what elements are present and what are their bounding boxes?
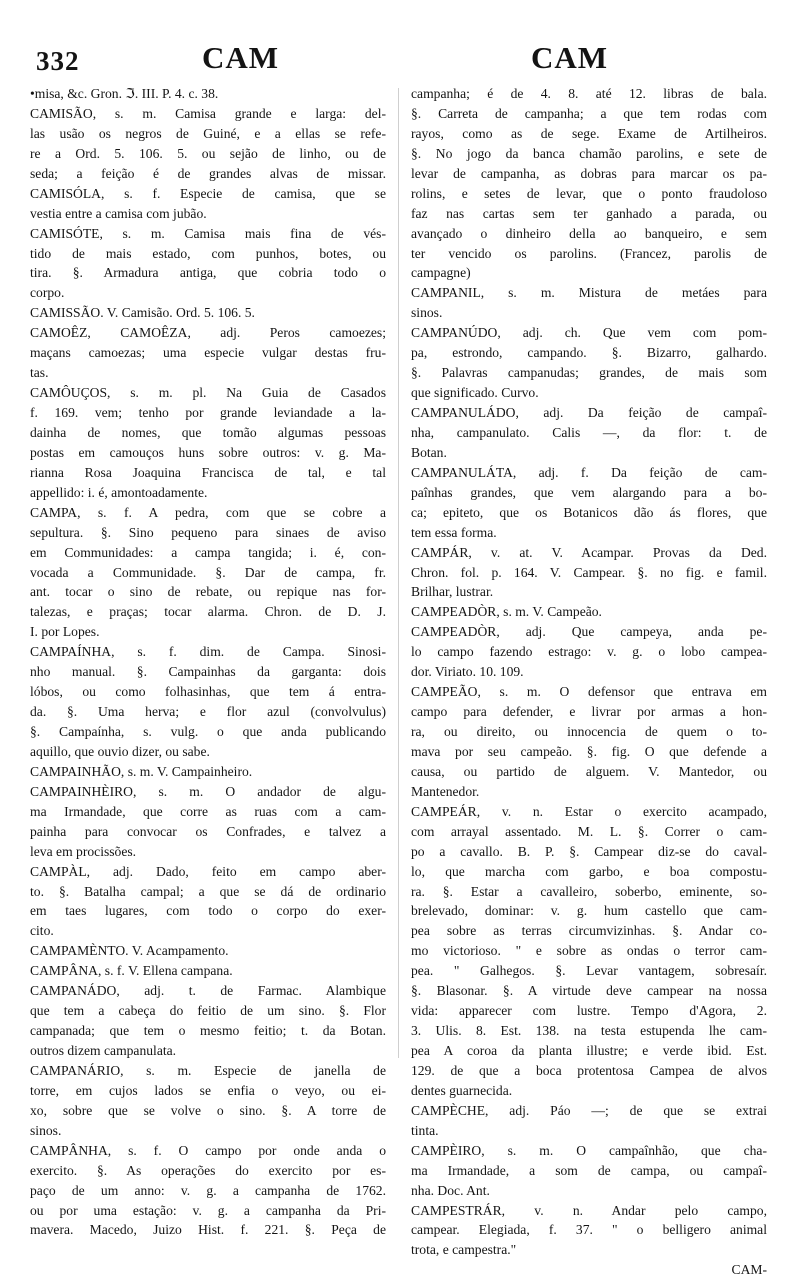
text-line: §. Blasonar. §. A virtude deve campear na nossa — [411, 983, 767, 999]
text-line: xo, sobre que se volve o sino. §. A torre de — [30, 1102, 386, 1118]
text-line: em taes lugares, com todo o corpo do exer- — [30, 903, 386, 919]
text-line: cito. — [30, 923, 54, 939]
text-line: CAMPANIL, s. m. Mistura de metáes para — [411, 285, 767, 301]
text-line: CAM- — [731, 1262, 767, 1278]
text-line: CAMOÊZ, CAMOÊZA, adj. Peros camoezes; — [30, 325, 386, 341]
text-line: tem essa forma. — [411, 524, 497, 540]
text-line: CAMÔUÇOS, s. m. pl. Na Guia de Casados — [30, 385, 386, 401]
text-line: trota, e campestra." — [411, 1242, 517, 1258]
text-line: CAMISÓTE, s. m. Camisa mais fina de vés- — [30, 225, 386, 241]
text-line: rolins, e setes de levar, que o ponto fraudoloso — [411, 185, 767, 201]
text-line: CAMPAINHÈIRO, s. m. O andador de algu- — [30, 783, 386, 799]
text-line: CAMPEÃO, s. m. O defensor que entrava em — [411, 684, 767, 700]
text-line: tira. §. Armadura antiga, que cobria todo o — [30, 265, 386, 281]
text-line: campanha; é de 4. 8. até 12. libras de bala. — [411, 86, 767, 101]
text-line: nho manual. §. Campainhas da garganta: dois — [30, 664, 386, 680]
text-line: CAMPÀL, adj. Dado, feito em campo aber- — [30, 863, 386, 879]
text-line: ma Irmandade, que corre as ruas com a cam- — [30, 803, 386, 819]
text-line: tinta. — [411, 1122, 439, 1138]
text-line: faz nas cartas sem ter ganhado a parada, ou — [411, 205, 767, 221]
text-line: corpo. — [30, 285, 65, 301]
text-line: §. Carreta de campanha; a que tem rodas com — [411, 105, 767, 121]
text-line: pea. " Galhegos. §. Levar vantagem, sobresaír. — [411, 963, 767, 979]
text-line: avançado o dinheiro della ao banqueiro, e sem — [411, 225, 767, 241]
text-line: tas. — [30, 365, 49, 381]
text-line: pea sobre as terras circumvizinhas. §. Andar co- — [411, 923, 767, 939]
column-gutter — [398, 88, 399, 1058]
text-line: pea A coroa da planta illustre; e verde ibid. Est. — [411, 1043, 767, 1058]
running-head-left: CAM — [202, 40, 280, 75]
text-line: sinos. — [30, 1122, 62, 1138]
text-line: CAMPEADÒR, s. m. V. Campeão. — [411, 604, 602, 620]
text-line: lo campo fazendo estrago: v. g. o lobo campea- — [411, 644, 767, 660]
text-line: lo, que marcha com garbo, e boa compostu- — [411, 863, 767, 879]
text-line: nha, campanulato. Calis —, da flor: t. de — [411, 424, 767, 440]
text-line: CAMPEÁR, v. n. Estar o exercito acampado, — [411, 803, 767, 819]
text-line: re a Ord. 5. 106. 5. ou sejão de linho, ou de — [30, 145, 386, 161]
text-line: ca; epiteto, que os Botanicos dão ás flores, que — [411, 504, 767, 520]
text-line: campear. Elegiada, f. 37. " o belligero animal — [411, 1222, 767, 1238]
text-line: painha para convocar os Confrades, e talvez a — [30, 823, 386, 839]
text-line: CAMPEADÒR, adj. Que campeya, anda pe- — [411, 624, 767, 640]
page-number: 332 — [36, 46, 80, 76]
text-line: CAMPANULÁTA, adj. f. Da feição de cam- — [411, 464, 767, 480]
text-line: CAMPÁR, v. at. V. Acampar. Provas da Ded. — [411, 544, 767, 560]
text-line: causa, ou partido de alguem. V. Mantedor, ou — [411, 763, 767, 779]
text-line: mavera. Macedo, Juizo Hist. f. 221. §. Peça de — [30, 1222, 386, 1238]
running-head-right: CAM — [531, 40, 609, 75]
column-right — [411, 84, 767, 1278]
text-line: brelevado, dominar: v. g. hum castello que cam- — [411, 903, 767, 919]
text-line: CAMPESTRÁR, v. n. Andar pelo campo, — [411, 1202, 767, 1218]
text-line: vida: apparecer com lustre. Tempo d'Agora, 2. — [411, 1003, 767, 1019]
text-line: paînhas grandes, que vem alargando para a bo- — [411, 484, 767, 500]
text-line: appellido: i. é, amontoadamente. — [30, 484, 208, 500]
text-line: pa, estrondo, campando. §. Bizarro, galhardo. — [411, 345, 767, 361]
text-line: CAMISSÃO. V. Camisão. Ord. 5. 106. 5. — [30, 305, 255, 321]
text-line: postas em camouços huns sobre outros: v. g. Ma- — [30, 444, 386, 460]
text-line: nha. Doc. Ant. — [411, 1182, 490, 1198]
text-line: CAMISÃO, s. m. Camisa grande e larga: del- — [30, 105, 386, 121]
text-line: Mantenedor. — [411, 783, 480, 799]
text-line: em Communidades: a campa tangida; i. é, con- — [30, 544, 386, 560]
text-line: CAMPAMÈNTO. V. Acampamento. — [30, 943, 229, 959]
text-line: §. Campaínha, s. vulg. o que anda publicando — [30, 724, 386, 739]
text-line: CAMPAINHÃO, s. m. V. Campainheiro. — [30, 763, 253, 779]
text-line: vestia entre a camisa com jubão. — [30, 205, 207, 221]
text-line: mava por seu campeão. §. fig. O que defende a — [411, 743, 767, 759]
text-line: 3. Ulis. 8. Est. 138. na testa estupenda lhe cam- — [411, 1023, 767, 1039]
text-line: talezas, e praças; tocar alarma. Chron. de D. J. — [30, 604, 386, 620]
text-line: Botan. — [411, 444, 447, 460]
text-line: maçans camoezas; uma especie vulgar destas fru- — [30, 345, 386, 361]
text-line: CAMPANULÁDO, adj. Da feição de campaî- — [411, 405, 767, 420]
text-line: ter vencido os parolins. (Francez, parolis de — [411, 245, 767, 261]
text-line: CAMPANÁDO, adj. t. de Farmac. Alambique — [30, 983, 386, 999]
text-line: CAMPANÁRIO, s. m. Especie de janella de — [30, 1062, 386, 1078]
text-line: rayos, como as de sege. Exame de Artilheiros. — [411, 125, 767, 141]
text-line: mo victorioso. " e sobre as ondas o terror cam- — [411, 943, 767, 959]
text-line: ant. tocar o sino de rebate, ou repique nas for- — [30, 584, 386, 600]
text-line: CAMPÂNA, s. f. V. Ellena campana. — [30, 963, 233, 979]
text-line: campanada; que tem o mesmo feitio; t. da Botan. — [30, 1023, 386, 1039]
text-line: que significado. Curvo. — [411, 385, 539, 401]
text-line: CAMISÓLA, s. f. Especie de camisa, que se — [30, 185, 386, 201]
text-line: CAMPA, s. f. A pedra, com que se cobre a — [30, 504, 386, 520]
text-line: campagne) — [411, 265, 471, 281]
text-line: paço de um anno: v. g. a campanha de 1762. — [30, 1182, 386, 1198]
text-line: campo para defender, e livrar por armas a hon- — [411, 704, 767, 720]
text-line: 129. de que a boca protentosa Campea de alvos — [411, 1062, 767, 1078]
text-line: •misa, &c. Gron. ℑ. III. P. 4. c. 38. — [30, 86, 219, 101]
text-line: rianna Rosa Joaquina Francisca de tal, e tal — [30, 464, 386, 480]
text-line: torre, em cujos lados se enfia o veyo, ou ei- — [30, 1082, 386, 1098]
text-line: §. Palavras campanudas; grandes, de mais som — [411, 365, 767, 381]
text-line: sinos. — [411, 305, 443, 321]
text-line: to. §. Batalha campal; a que se dá de ordinario — [30, 883, 386, 899]
text-line: seda; a feição é de grandes alvas de missar. — [30, 165, 386, 181]
text-line: f. 169. vem; tenho por grande leviandade a la- — [30, 405, 386, 420]
text-line: que tem a cabeça do feitio de um sino. §. Flor — [30, 1003, 386, 1019]
text-line: sepultura. §. Sino pequeno para sinaes de aviso — [30, 524, 386, 540]
text-line: CAMPÈIRO, s. m. O campaînhão, que cha- — [411, 1142, 767, 1158]
text-line: las usão os negros de Guiné, e a ellas se refe- — [30, 125, 386, 141]
text-line: lóbos, ou como folhasinhas, que tem á entra- — [30, 684, 386, 700]
text-line: exercito. §. As operações do exercito por es- — [30, 1162, 386, 1178]
text-line: aquillo, que ouvio dizer, ou sabe. — [30, 743, 210, 759]
text-line: Chron. fol. p. 164. V. Campear. §. no fig. e famil. — [411, 564, 767, 580]
text-line: dentes guarnecida. — [411, 1082, 513, 1098]
text-line: ra, ou direito, ou innocencia de quem o to- — [411, 724, 767, 739]
text-line: leva em procissões. — [30, 843, 137, 859]
text-line: §. No jogo da banca chamão parolins, e sete de — [411, 145, 767, 161]
column-left — [30, 84, 386, 1238]
text-line: Brilhar, lustrar. — [411, 584, 494, 600]
text-line: ou por uma estação: v. g. a campanha da Pri- — [30, 1202, 386, 1218]
text-line: dor. Viriato. 10. 109. — [411, 664, 524, 680]
text-line: com arrayal assentado. M. L. §. Correr o cam- — [411, 823, 767, 839]
text-line: po a cavallo. B. P. §. Campear diz-se do caval- — [411, 843, 767, 859]
text-line: da. §. Uma herva; e flor azul (convolvulus) — [30, 704, 386, 720]
text-line: ma Irmandade, a som de campa, ou campaî- — [411, 1162, 767, 1178]
text-line: levar de campanha, as dobras para marcar os pa- — [411, 165, 767, 181]
text-line: dainha de nomes, que tomão algumas pessoas — [30, 424, 386, 440]
text-line: CAMPANÚDO, adj. ch. Que vem com pom- — [411, 325, 767, 341]
text-line: vocada a Communidade. §. Dar de campa, fr. — [30, 564, 386, 580]
text-line: outros dizem campanulata. — [30, 1043, 177, 1058]
text-line: tido de mais estado, com punhos, botes, ou — [30, 245, 386, 261]
text-line: CAMPAÍNHA, s. f. dim. de Campa. Sinosi- — [30, 644, 386, 660]
text-line: CAMPÂNHA, s. f. O campo por onde anda o — [30, 1142, 386, 1158]
text-line: CAMPÈCHE, adj. Páo —; de que se extrai — [411, 1102, 767, 1118]
text-line: ra. §. Estar a cavalleiro, soberbo, eminente, so- — [411, 883, 767, 899]
text-line: I. por Lopes. — [30, 624, 100, 640]
